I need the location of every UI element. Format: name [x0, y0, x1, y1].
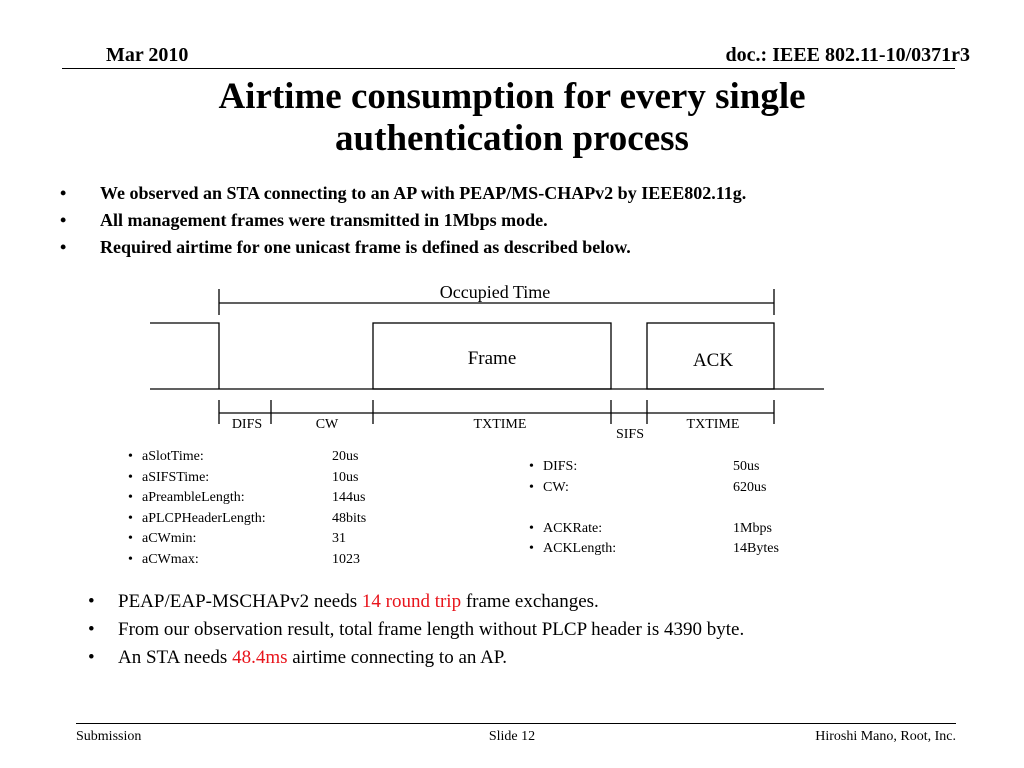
segment-label-sifs: SIFS	[615, 427, 645, 442]
parameter-value: 31	[332, 531, 346, 546]
parameter-row: • aPreambleLength: 144us	[128, 488, 388, 509]
parameter-row: • DIFS: 50us	[529, 457, 809, 478]
parameter-value: 14Bytes	[733, 541, 779, 556]
footer-author: Hiroshi Mano, Root, Inc.	[815, 729, 956, 744]
parameter-row: • aCWmin: 31	[128, 529, 388, 550]
parameter-name: aSlotTime:	[142, 449, 204, 464]
medium-busy-waveform	[150, 323, 219, 389]
parameter-row: • aSlotTime: 20us	[128, 447, 388, 468]
parameter-name: DIFS:	[543, 459, 578, 474]
parameter-name: ACKRate:	[543, 520, 603, 536]
parameter-row: • ACKRate: 1Mbps	[529, 519, 809, 540]
parameter-row: • aSIFSTime: 10us	[128, 468, 388, 489]
parameter-name: ACKLength:	[543, 541, 617, 556]
ack-label: ACK	[692, 350, 734, 371]
derived-parameter-list	[529, 457, 809, 560]
parameter-value: 50us	[733, 459, 760, 474]
slide-title-line1: Airtime consumption for every single	[218, 76, 806, 117]
parameter-row: • CW: 620us	[529, 478, 809, 499]
conclusion-bullet-list	[88, 588, 744, 672]
parameter-value: 144us	[332, 490, 366, 505]
header-doc-id: doc.: IEEE 802.11-10/0371r3	[725, 44, 970, 66]
intro-bullet: • All management frames were transmitted in 1Mbps mode.	[60, 207, 746, 234]
parameter-row: • ACKLength: 14Bytes	[529, 539, 809, 560]
footer-submission: Submission	[76, 729, 142, 744]
segment-label-txtime-ack: TXTIME	[686, 417, 740, 432]
segment-label-difs: DIFS	[231, 417, 263, 432]
segment-label-txtime: TXTIME	[473, 417, 527, 432]
highlight-text: 48.4ms	[232, 647, 288, 668]
frame-label: Frame	[467, 348, 517, 369]
highlight-text: 14 round trip	[361, 591, 462, 612]
parameter-value: 1023	[332, 551, 360, 567]
phy-parameter-list	[128, 447, 388, 570]
conclusion-bullet: • An STA needs 48.4ms airtime connecting to an AP.	[88, 644, 744, 672]
parameter-name: aCWmax:	[142, 551, 199, 567]
parameter-spacer	[529, 498, 809, 519]
segment-label-cw: CW	[315, 417, 339, 432]
parameter-row: • aPLCPHeaderLength: 48bits	[128, 509, 388, 530]
parameter-name: aSIFSTime:	[142, 469, 210, 485]
intro-bullet: • Required airtime for one unicast frame is defined as described below.	[60, 234, 746, 261]
parameter-name: CW:	[543, 479, 569, 495]
parameter-value: 10us	[332, 469, 359, 485]
intro-bullet: • We observed an STA connecting to an AP with PEAP/MS-CHAPv2 by IEEE802.11g.	[60, 180, 746, 207]
occupied-time-label: Occupied Time	[439, 282, 551, 302]
parameter-value: 1Mbps	[733, 520, 772, 536]
parameter-name: aCWmin:	[142, 531, 197, 546]
footer-rule	[76, 723, 956, 724]
header-date: Mar 2010	[106, 44, 189, 66]
parameter-value: 20us	[332, 449, 359, 464]
parameter-row: • aCWmax: 1023	[128, 550, 388, 571]
parameter-name: aPLCPHeaderLength:	[142, 510, 266, 526]
conclusion-bullet: • PEAP/EAP-MSCHAPv2 needs 14 round trip frame exchanges.	[88, 588, 744, 616]
parameter-value: 48bits	[332, 510, 367, 526]
slide-title-line2: authentication process	[335, 118, 689, 159]
footer-slide-number: Slide 12	[488, 729, 536, 744]
parameter-name: aPreambleLength:	[142, 490, 245, 505]
conclusion-bullet: • From our observation result, total frame length without PLCP header is 4390 byte.	[88, 616, 744, 644]
parameter-value: 620us	[733, 479, 767, 495]
